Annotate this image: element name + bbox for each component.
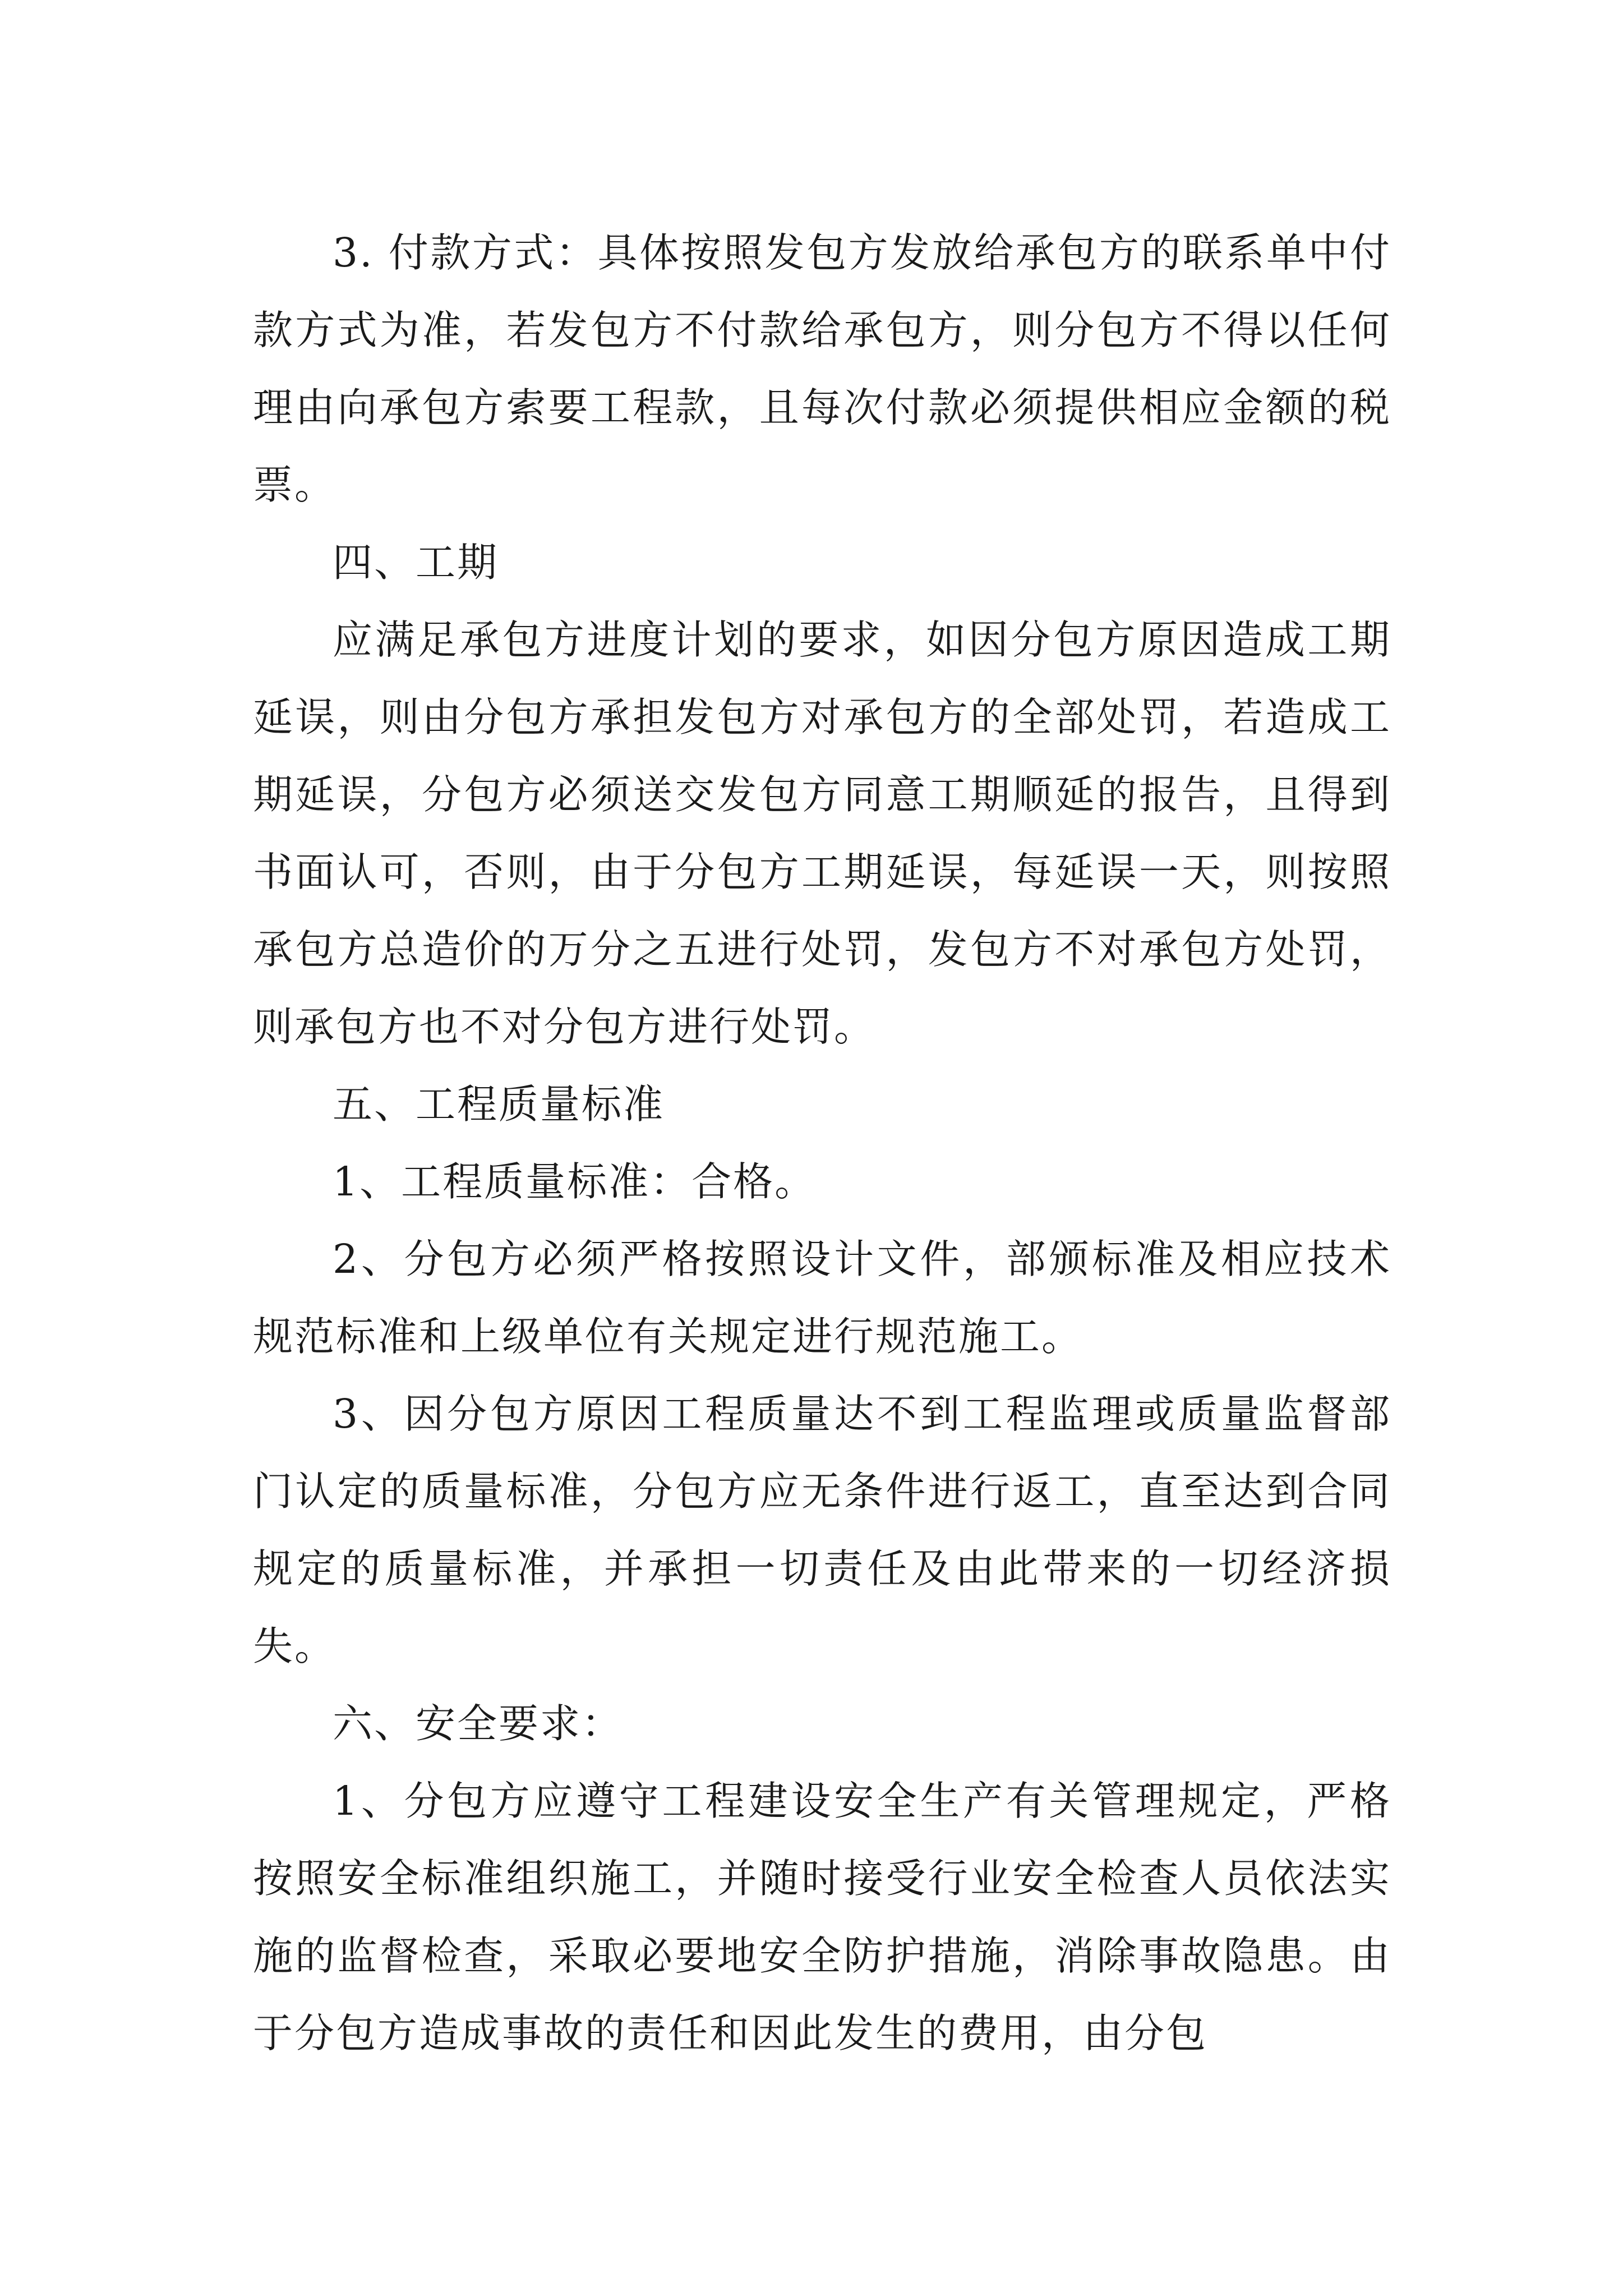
- heading-construction-period: 四、工期: [333, 539, 499, 586]
- paragraph-quality-2: 2、分包方必须严格按照设计文件，部颁标准及相应技术规范标准和上级单位有关规定进行规范施工。: [253, 1236, 1391, 1360]
- paragraph-quality-1: 1、工程质量标准：合格。: [333, 1158, 817, 1205]
- paragraph-safety-1: 1、分包方应遵守工程建设安全生产有关管理规定，严格按照安全标准组织施工，并随时接受行业安全检查人员依法实施的监督检查，采取必要地安全防护措施，消除事故隐患。由于分包方造成事故的责任和因此发生的费用，由分包: [253, 1778, 1391, 2056]
- heading-safety-requirements: 六、安全要求：: [333, 1700, 624, 1747]
- paragraph-payment-method: 3. 付款方式：具体按照发包方发放给承包方的联系单中付款方式为准，若发包方不付款给承包方，则分包方不得以任何理由向承包方索要工程款，且每次付款必须提供相应金额的税票。: [253, 229, 1391, 508]
- paragraph-quality-3: 3、因分包方原因工程质量达不到工程监理或质量监督部门认定的质量标准，分包方应无条件进行返工，直至达到合同规定的质量标准，并承担一切责任及由此带来的一切经济损失。: [253, 1391, 1391, 1669]
- heading-quality-standard: 五、工程质量标准: [333, 1081, 665, 1128]
- document-body: [253, 214, 1391, 2072]
- paragraph-construction-period: 应满足承包方进度计划的要求，如因分包方原因造成工期延误，则由分包方承担发包方对承包方的全部处罚，若造成工期延误，分包方必须送交发包方同意工期顺延的报告，且得到书面认可，否则，由于分包方工期延误，每延误一天，则按照承包方总造价的万分之五进行处罚，发包方不对承包方处罚，则承包方也不对分包方进行处罚。: [253, 616, 1391, 1050]
